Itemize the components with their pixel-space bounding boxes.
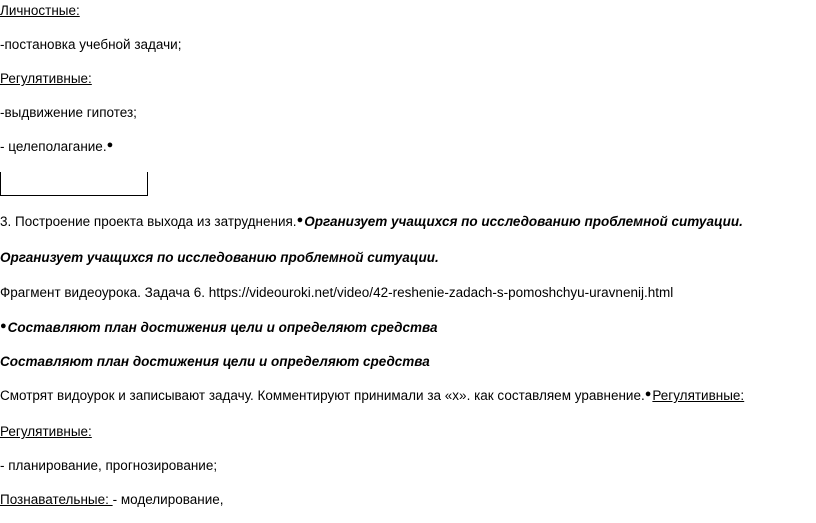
text-task-setting: -постановка учебной задачи;: [0, 37, 182, 52]
organizes-students: Организует учащихся по исследованию проблемной ситуации.: [0, 250, 439, 265]
heading-personal: Личностные:: [0, 3, 80, 18]
empty-table-cell: [0, 172, 148, 196]
text-planning: - планирование, прогнозирование;: [0, 458, 218, 473]
plan-text: Составляют план достижения цели и определяют средства: [0, 354, 430, 369]
regulatory-link-inline: Регулятивные:: [652, 388, 745, 403]
bullet-icon: ●: [0, 320, 7, 332]
bullet-icon: ●: [644, 388, 652, 400]
heading-regulatory-2: Регулятивные:: [0, 424, 92, 439]
watch-video-line: [0, 387, 744, 406]
heading-cognitive: Познавательные:: [0, 492, 113, 507]
text-hypothesis: -выдвижение гипотез;: [0, 105, 137, 120]
modeling-text: - моделирование,: [112, 492, 224, 507]
bullet-icon: ●: [106, 139, 114, 151]
watch-video-text: Смотрят видоурок и записывают задачу. Комментируют принимали за «х». как составляем уравнение.: [0, 388, 645, 403]
bullet-icon: ●: [296, 214, 304, 226]
text-goal-setting: [0, 138, 114, 157]
section-3-title: 3. Построение проекта выхода из затруднения.: [0, 214, 297, 229]
section-3-line: [0, 213, 743, 232]
goal-setting-text: - целеполагание.: [0, 139, 107, 154]
video-fragment-text: Фрагмент видеоурока. Задача 6. https://videouroki.net/video/42-reshenie-zadach-s-pomoshchyu-uravnenij.html: [0, 285, 674, 300]
organizes-students-inline: Организует учащихся по исследованию проблемной ситуации.: [304, 214, 743, 229]
plan-text-bullet: Составляют план достижения цели и определяют средства: [7, 320, 438, 335]
plan-line-bullet: [0, 319, 437, 338]
heading-regulatory: Регулятивные:: [0, 71, 92, 86]
cognitive-line: [0, 491, 224, 509]
